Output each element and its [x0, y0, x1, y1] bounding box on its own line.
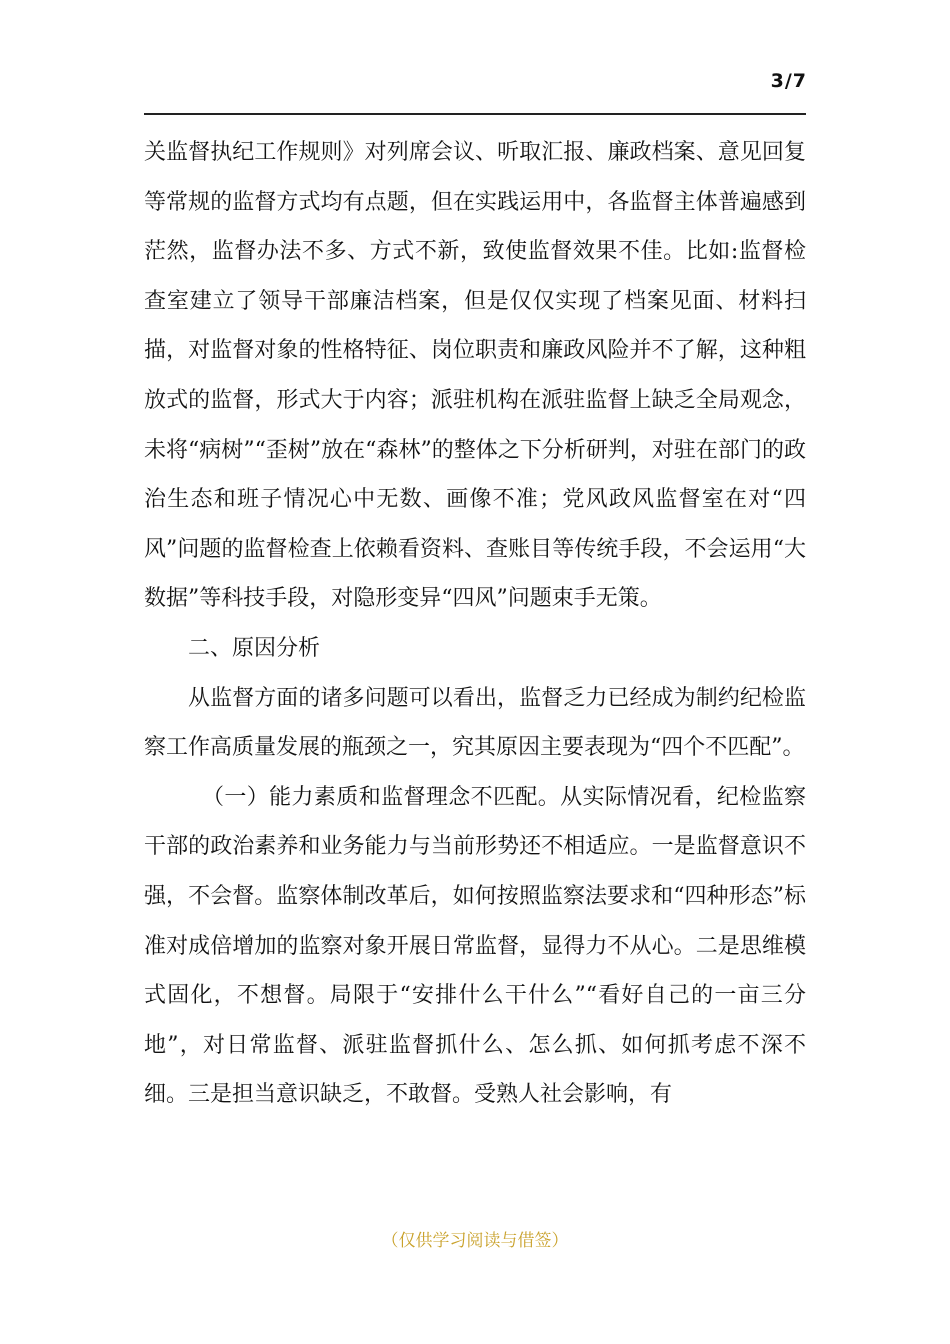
page-number: 3/7	[770, 70, 807, 92]
section-heading: 二、原因分析	[188, 635, 321, 661]
paragraph-intro: 从监督方面的诸多问题可以看出，监督乏力已经成为制约纪检监察工作高质量发展的瓶颈之一，究其原因主要表现为“四个不匹配”。	[144, 685, 806, 761]
footer-note: （仅供学习阅读与借签）	[381, 1231, 569, 1251]
paragraph-continued: 关监督执纪工作规则》对列席会议、听取汇报、廉政档案、意见回复等常规的监督方式均有点题，但在实践运用中，各监督主体普遍感到茫然，监督办法不多、方式不新，致使监督效果不佳。比如:监督检查室建立了领导干部廉洁档案，但是仅仅实现了档案见面、材料扫描，对监督对象的性格特征、岗位职责和廉政风险并不了解，这种粗放式的监督，形式大于内容；派驻机构在派驻监督上缺乏全局观念，未将“病树”“歪树”放在“森林”的整体之下分析研判，对驻在部门的政治生态和班子情况心中无数、画像不准；党风政风监督室在对“四风”问题的监督检查上依赖看资料、查账目等传统手段，不会运用“大数据”等科技手段，对隐形变异“四风”问题束手无策。	[144, 140, 806, 612]
header-rule	[144, 113, 806, 115]
document-body	[144, 128, 806, 1120]
paragraph-subsection-1: （一）能力素质和监督理念不匹配。从实际情况看，纪检监察干部的政治素养和业务能力与当前形势还不相适应。一是监督意识不强，不会督。监察体制改革后，如何按照监察法要求和“四种形态”标准对成倍增加的监察对象开展日常监督，显得力不从心。二是思维模式固化，不想督。局限于“安排什么干什么”“看好自己的一亩三分地”，对日常监督、派驻监督抓什么、怎么抓、如何抓考虑不深不细。三是担当意识缺乏，不敢督。受熟人社会影响，有	[144, 784, 806, 1108]
